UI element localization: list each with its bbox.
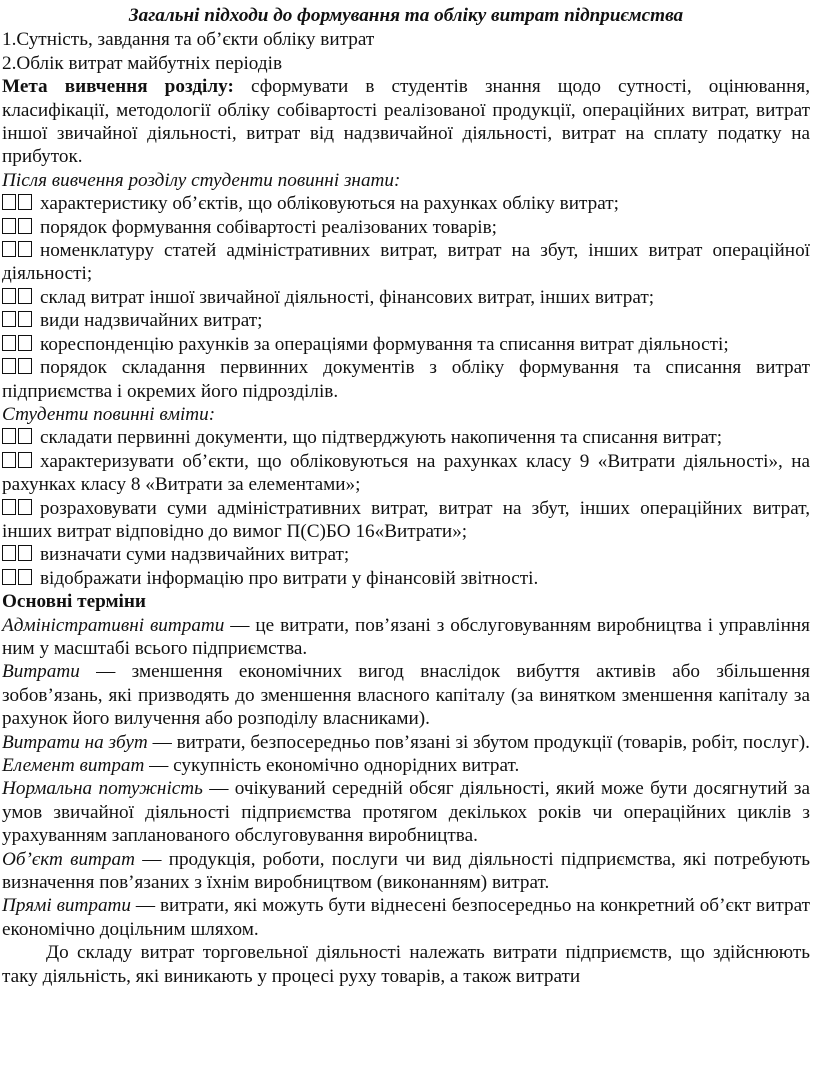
term-definition: Адміністративні витрати — це витрати, пов’язані з обслуговуванням виробництва і управління ним у масштабі всього підприємства. [2,614,810,659]
term-definition: Елемент витрат — сукупність економічно однорідних витрат. [2,755,520,776]
skills-item: розраховувати суми адміністративних витрат, витрат на збут, інших операційних витрат, інших витрат відповідно до вимог П(С)БО 16«Витрати»; [2,497,810,542]
closing-paragraph: До складу витрат торговельної діяльності належать витрати підприємств, що здійснюють таку діяльність, які виникають у процесі руху товарів, а також витрати [2,942,810,987]
checkbox-bullet-icon [18,358,32,374]
document-title: Загальні підходи до формування та обліку витрат підприємства [128,5,684,26]
term-name: Витрати [2,661,80,683]
term-name: Прямі витрати [2,895,132,917]
know-item: склад витрат іншої звичайної діяльності, фінансових витрат, інших витрат; [2,286,810,309]
checkbox-bullet-icon [18,288,32,304]
checkbox-bullet-icon [18,194,32,210]
know-item: кореспонденцію рахунків за операціями формування та списання витрат діяльності; [2,333,810,356]
checkbox-bullet-icon [18,569,32,585]
checkbox-bullet-icon [18,499,32,515]
terms-heading: Основні терміни [2,591,146,613]
skills-item: складати первинні документи, що підтверджують накопичення та списання витрат; [2,426,810,449]
checkbox-bullet-icon [2,241,16,257]
term-name: Елемент витрат [2,755,145,776]
goal-paragraph [2,75,810,169]
term-definition: Прямі витрати — витрати, які можуть бути віднесені безпосередньо на конкретний об’єкт витрат економічно доцільним шляхом. [2,895,810,940]
term-definition: Нормальна потужність — очікуваний середній обсяг діяльності, який може бути досягнутий за умов звичайної діяльності підприємства протягом декількох років чи операційних циклів з урахуванням запланованого обслуговування виробництва. [2,778,810,847]
term-definition: Витрати на збут — витрати, безпосередньо пов’язані зі збутом продукції (товарів, робіт, послуг). [2,731,810,753]
checkbox-bullet-icon [18,218,32,234]
know-item: види надзвичайних витрат; [2,309,810,332]
checkbox-bullet-icon [2,545,16,561]
checkbox-bullet-icon [18,335,32,351]
goal-text: сформувати в студентів знання щодо сутності, оцінювання, класифікації, методології обліку собівартості реалізованої продукції, операційних витрат, витрат іншої звичайної діяльності, витрат від надзвичайної діяльності, витрат на сплату податку на прибуток. [2,76,811,168]
skills-item: визначати суми надзвичайних витрат; [2,543,810,566]
checkbox-bullet-icon [2,218,16,234]
know-item: порядок формування собівартості реалізованих товарів; [2,216,810,239]
skills-heading: Студенти повинні вміти: [2,403,216,425]
checkbox-bullet-icon [2,452,16,468]
skills-item: характеризувати об’єкти, що обліковуються на рахунках класу 9 «Витрати діяльності», на рахунках класу 8 «Витрати за елементами»; [2,450,810,496]
term-name: Об’єкт витрат [2,848,135,870]
term-name: Нормальна потужність [2,778,203,800]
checkbox-bullet-icon [18,545,32,561]
checkbox-bullet-icon [2,335,16,351]
goal-label: Мета вивчення розділу: [2,76,234,98]
plan-item-1: 1.Сутність, завдання та об’єкти обліку витрат [2,29,375,51]
know-item: порядок складання первинних документів з обліку формування та списання витрат підприємства і окремих його підрозділів. [2,357,810,402]
checkbox-bullet-icon [2,569,16,585]
skills-item: відображати інформацію про витрати у фінансовій звітності. [2,567,810,590]
term-name: Адміністративні витрати [2,614,225,636]
checkbox-bullet-icon [2,358,16,374]
know-item: номенклатуру статей адміністративних витрат, витрат на збут, інших витрат операційної діяльності; [2,240,810,285]
term-name: Витрати на збут [2,731,148,753]
checkbox-bullet-icon [2,499,16,515]
checkbox-bullet-icon [2,194,16,210]
checkbox-bullet-icon [18,452,32,468]
plan-item-2: 2.Облік витрат майбутніх періодів [2,52,282,74]
term-definition: Об’єкт витрат — продукція, роботи, послуги чи вид діяльності підприємства, які потребують визначення пов’язаних з їхнім виробництвом (виконанням) витрат. [2,848,810,894]
checkbox-bullet-icon [18,311,32,327]
checkbox-bullet-icon [18,241,32,257]
know-heading: Після вивчення розділу студенти повинні знати: [2,169,401,191]
know-item: характеристику об’єктів, що обліковуються на рахунках обліку витрат; [2,192,810,215]
term-definition: Витрати — зменшення економічних вигод внаслідок вибуття активів або збільшення зобов’язань, які призводять до зменшення власного капіталу (за винятком зменшення капіталу за рахунок його вилучення або розподілу власниками). [2,661,810,730]
checkbox-bullet-icon [18,428,32,444]
checkbox-bullet-icon [2,311,16,327]
checkbox-bullet-icon [2,428,16,444]
checkbox-bullet-icon [2,288,16,304]
